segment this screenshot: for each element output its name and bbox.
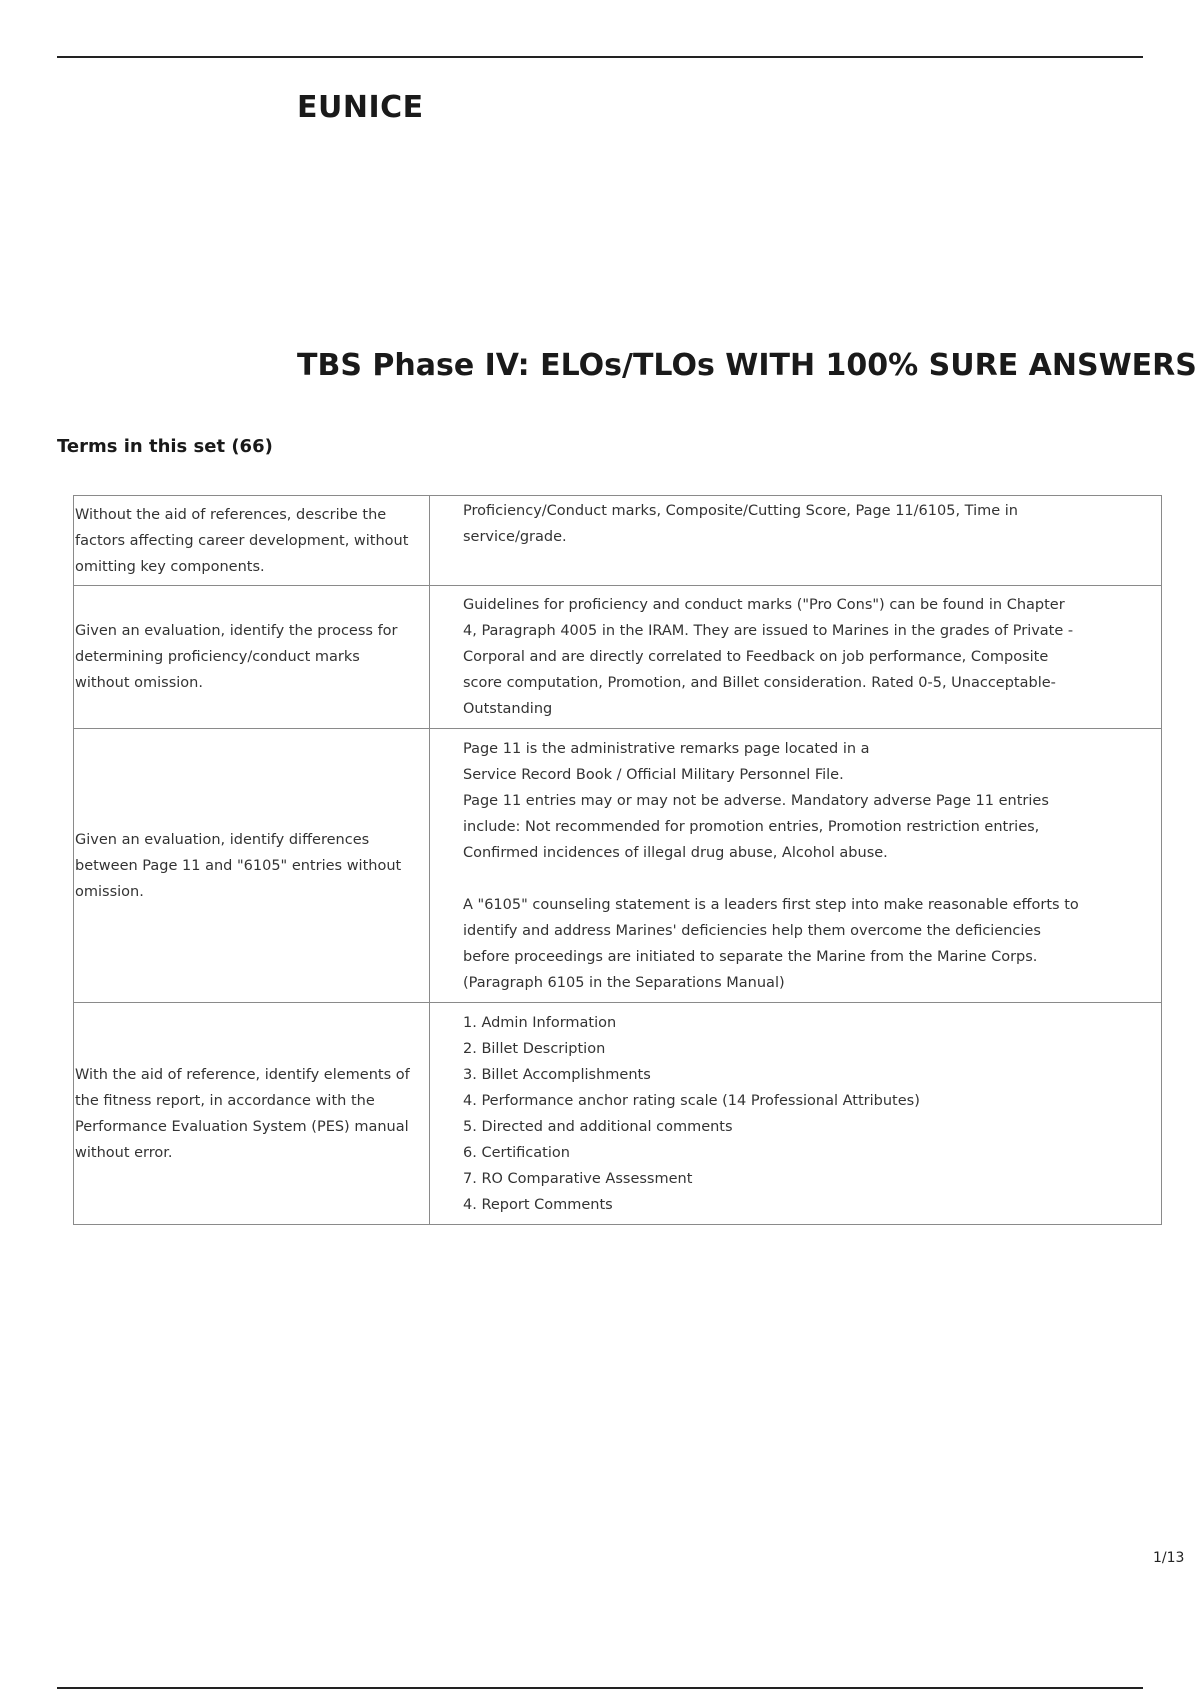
definition-line: include: Not recommended for promotion entries, Promotion restriction entries, [463, 818, 1040, 835]
list-item: 4. Performance anchor rating scale (14 Professional Attributes) [463, 1092, 920, 1109]
terms-table [73, 495, 1162, 1225]
definition-line: Proficiency/Conduct marks, Composite/Cutting Score, Page 11/6105, Time in [463, 503, 1018, 519]
term-cell [74, 1003, 430, 1225]
term-text: With the aid of reference, identify elements of the fitness report, in accordance with the Performance Evaluation System (PES) manual without error. [75, 1066, 410, 1161]
list-item: 3. Billet Accomplishments [463, 1066, 651, 1083]
paragraph-gap [463, 866, 1121, 892]
author-name: EUNICE [297, 90, 424, 125]
definition-line: A "6105" counseling statement is a leaders first step into make reasonable efforts to [463, 896, 1079, 913]
term-cell [74, 586, 430, 729]
definition-line: Page 11 entries may or may not be adverse. Mandatory adverse Page 11 entries [463, 792, 1049, 809]
definition-cell [430, 586, 1162, 729]
bottom-rule [57, 1687, 1143, 1689]
term-text: Given an evaluation, identify the process for determining proficiency/conduct marks without omission. [75, 623, 398, 691]
term-cell [74, 496, 430, 586]
definition-line: Page 11 is the administrative remarks page located in a [463, 740, 870, 757]
list-item: 6. Certification [463, 1144, 570, 1161]
terms-count-heading: Terms in this set (66) [57, 436, 273, 457]
list-item: 2. Billet Description [463, 1040, 606, 1057]
term-text: Given an evaluation, identify differences between Page 11 and "6105" entries without omission. [75, 831, 402, 900]
list-item: 7. RO Comparative Assessment [463, 1170, 693, 1187]
definition-cell [430, 1003, 1162, 1225]
definition-line: service/grade. [463, 529, 567, 545]
definition-cell [430, 729, 1162, 1003]
term-row [74, 496, 1162, 586]
definition-line: 4, Paragraph 4005 in the IRAM. They are issued to Marines in the grades of Private - [463, 623, 1074, 639]
definition-line: Corporal and are directly correlated to Feedback on job performance, Composite [463, 649, 1049, 665]
definition-line: score computation, Promotion, and Billet consideration. Rated 0-5, Unacceptable- [463, 675, 1056, 691]
definition-line: (Paragraph 6105 in the Separations Manual) [463, 974, 785, 991]
list-item: 4. Report Comments [463, 1196, 613, 1213]
definition-line: Confirmed incidences of illegal drug abuse, Alcohol abuse. [463, 844, 888, 861]
list-item: 1. Admin Information [463, 1014, 617, 1031]
term-row [74, 729, 1162, 1003]
top-rule [57, 56, 1143, 58]
term-text: Without the aid of references, describe the factors affecting career development, without omitting key components. [75, 506, 409, 575]
list-item: 5. Directed and additional comments [463, 1118, 733, 1135]
definition-line: Service Record Book / Official Military Personnel File. [463, 766, 844, 783]
term-row [74, 586, 1162, 729]
definition-cell [430, 496, 1162, 586]
definition-line: before proceedings are initiated to separate the Marine from the Marine Corps. [463, 948, 1038, 965]
definition-line: Outstanding [463, 701, 553, 717]
page-number: 1/13 [1153, 1550, 1185, 1566]
definition-line: identify and address Marines' deficiencies help them overcome the deficiencies [463, 922, 1041, 939]
definition-line: Guidelines for proficiency and conduct marks ("Pro Cons") can be found in Chapter [463, 597, 1065, 613]
term-cell [74, 729, 430, 1003]
term-row [74, 1003, 1162, 1225]
document-title: TBS Phase IV: ELOs/TLOs WITH 100% SURE ANSWERS [297, 348, 1197, 383]
